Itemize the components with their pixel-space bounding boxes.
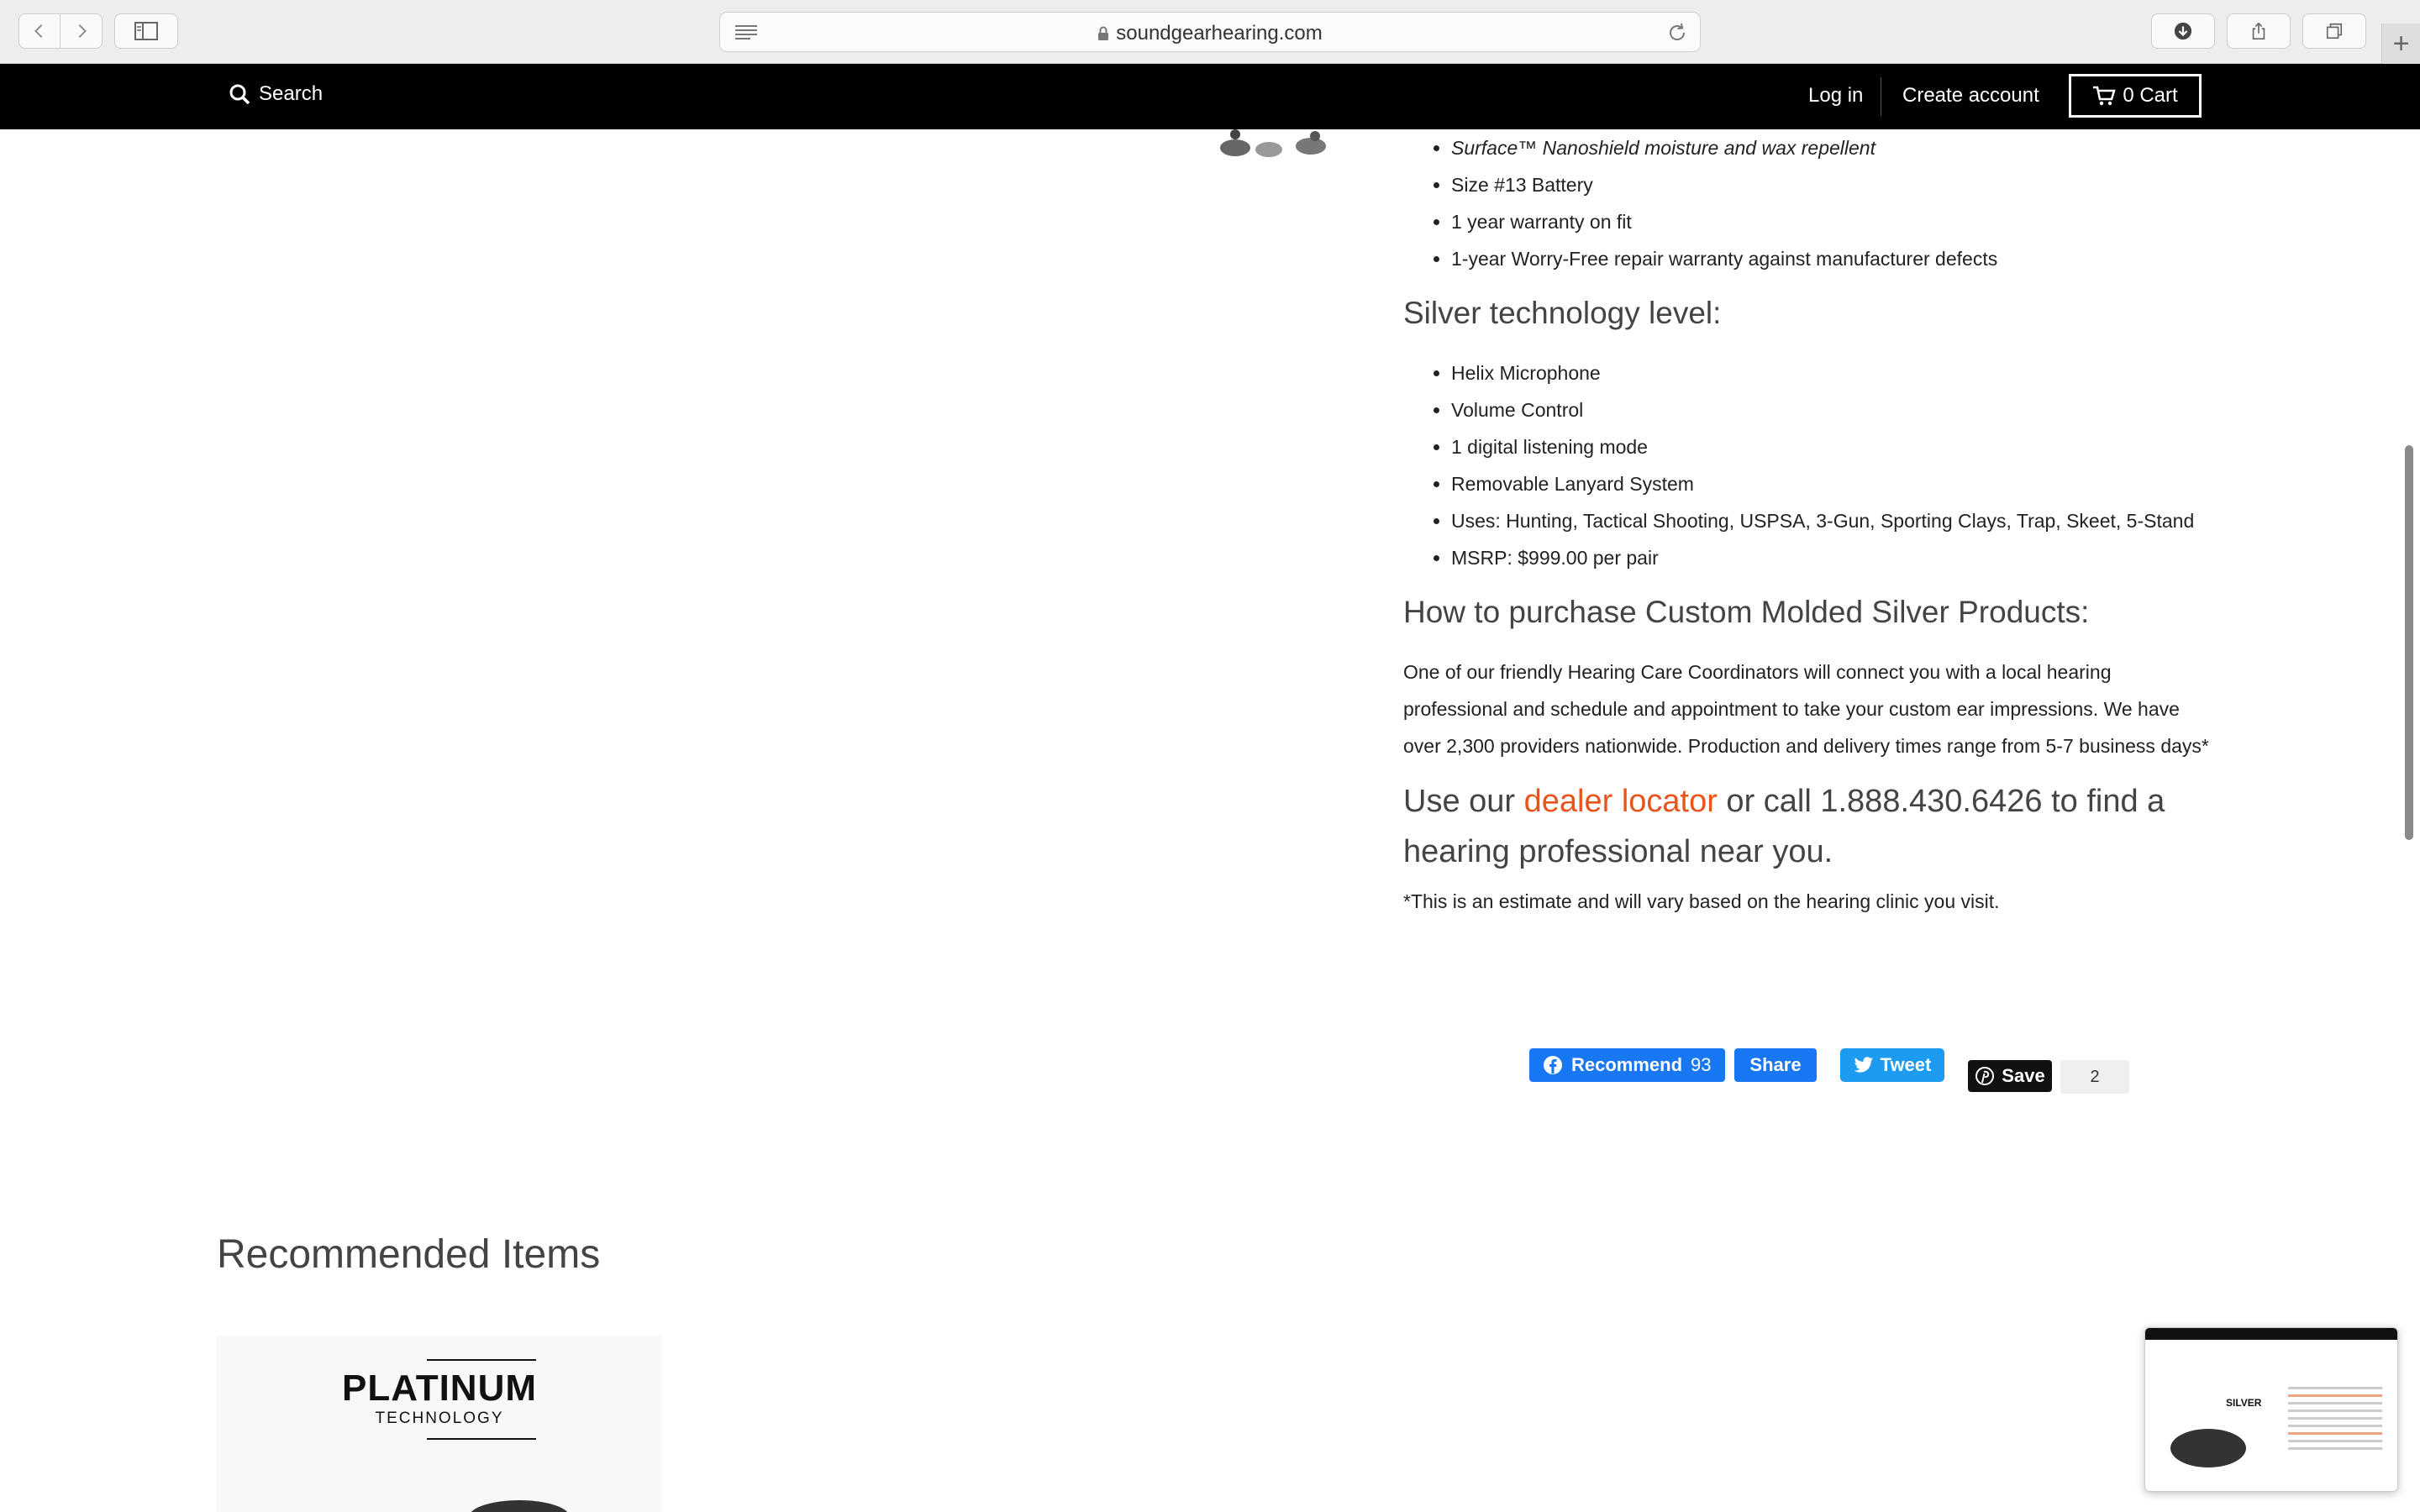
recommended-product-card[interactable] bbox=[217, 1336, 662, 1512]
cta-suffix: to find a hearing professional near you. bbox=[1403, 784, 2165, 869]
feature-item: • Helix Microphone bbox=[1451, 354, 2210, 391]
decorative-line bbox=[427, 1438, 536, 1440]
reload-icon[interactable] bbox=[1666, 22, 1688, 44]
pinterest-icon bbox=[1975, 1066, 1995, 1086]
cta-prefix: Use our bbox=[1403, 784, 1524, 819]
estimate-note: *This is an estimate and will vary based on the hearing clinic you visit. bbox=[1403, 890, 2000, 912]
back-button[interactable] bbox=[18, 13, 60, 49]
create-account-link[interactable]: Create account bbox=[1902, 84, 2039, 107]
decorative-line bbox=[427, 1359, 536, 1361]
product-brand-label: PLATINUM bbox=[341, 1368, 538, 1409]
purchase-heading: How to purchase Custom Molded Silver Products: bbox=[1403, 595, 2090, 629]
feature-item: • 1 digital listening mode bbox=[1451, 428, 2210, 465]
silver-heading: Silver technology level: bbox=[1403, 296, 1722, 330]
twitter-icon bbox=[1854, 1057, 1874, 1074]
feature-item: • Surface™ Nanoshield moisture and wax repellent bbox=[1451, 129, 2210, 166]
screenshot-preview-thumbnail[interactable] bbox=[2144, 1327, 2398, 1492]
product-image bbox=[469, 1500, 570, 1512]
dealer-cta bbox=[1403, 776, 2210, 877]
chevron-right-icon bbox=[72, 22, 91, 40]
preview-header bbox=[2145, 1328, 2397, 1340]
chevron-left-icon bbox=[30, 22, 49, 40]
preview-text-lines bbox=[2288, 1387, 2382, 1455]
download-icon bbox=[2174, 22, 2192, 40]
feature-item: • Removable Lanyard System bbox=[1451, 465, 2210, 502]
login-link[interactable]: Log in bbox=[1808, 84, 1864, 107]
product-description bbox=[1403, 129, 2210, 913]
downloads-button[interactable] bbox=[2151, 13, 2215, 49]
search-label: Search bbox=[259, 82, 324, 105]
feature-item: • Volume Control bbox=[1451, 391, 2210, 428]
silver-feature-list bbox=[1403, 354, 2210, 576]
pinterest-save-count: 2 bbox=[2060, 1060, 2129, 1094]
tabs-icon bbox=[2325, 22, 2344, 40]
dealer-locator-link[interactable]: dealer locator bbox=[1523, 784, 1718, 819]
recommended-items-heading: Recommended Items bbox=[217, 1232, 601, 1277]
facebook-icon bbox=[1543, 1055, 1563, 1075]
cart-button[interactable] bbox=[2069, 74, 2202, 118]
search-link[interactable] bbox=[229, 82, 323, 106]
new-tab-button[interactable] bbox=[2381, 24, 2420, 64]
facebook-recommend-button[interactable] bbox=[1529, 1048, 1725, 1082]
feature-item: • 1 year warranty on fit bbox=[1451, 203, 2210, 240]
forward-button[interactable] bbox=[60, 13, 103, 49]
tabs-overview-button[interactable] bbox=[2302, 13, 2366, 49]
preview-label: SILVER bbox=[2226, 1397, 2262, 1409]
tweet-label: Tweet bbox=[1880, 1054, 1932, 1075]
url-text: soundgearhearing.com bbox=[1116, 22, 1323, 45]
page-scrollbar[interactable] bbox=[2405, 445, 2413, 840]
lock-icon bbox=[1097, 26, 1109, 41]
pinterest-save-button[interactable] bbox=[1968, 1060, 2052, 1092]
feature-item: • 1-year Worry-Free repair warranty against manufacturer defects bbox=[1451, 240, 2210, 277]
cta-middle: or call bbox=[1717, 784, 1821, 819]
nav-buttons bbox=[18, 13, 103, 49]
url-display bbox=[720, 22, 1700, 45]
facebook-share-button[interactable]: Share bbox=[1734, 1048, 1817, 1082]
product-sub-label: TECHNOLOGY bbox=[375, 1410, 504, 1427]
recommend-label: Recommend bbox=[1571, 1054, 1683, 1075]
address-bar[interactable] bbox=[719, 12, 1701, 52]
feature-list-top bbox=[1403, 129, 2210, 277]
tweet-button[interactable] bbox=[1840, 1048, 1944, 1082]
sidebar-icon bbox=[134, 22, 158, 40]
plus-icon: + bbox=[2392, 27, 2410, 60]
share-page-button[interactable] bbox=[2227, 13, 2291, 49]
preview-product-image bbox=[2170, 1429, 2246, 1467]
cart-label: 0 Cart bbox=[2123, 84, 2178, 107]
recommend-count: 93 bbox=[1691, 1054, 1712, 1075]
search-icon bbox=[229, 83, 250, 105]
purchase-paragraph: One of our friendly Hearing Care Coordinators will connect you with a local hearing professional and schedule and appointment to take your custom ear impressions. We have over 2,300 providers nationwide. Production and delivery times range from 5-7 business days* bbox=[1403, 661, 2209, 757]
sidebar-toggle-button[interactable] bbox=[114, 13, 178, 49]
browser-toolbar bbox=[0, 0, 2420, 64]
feature-item: • MSRP: $999.00 per pair bbox=[1451, 539, 2210, 576]
product-image bbox=[1210, 129, 1344, 163]
feature-item: • Size #13 Battery bbox=[1451, 166, 2210, 203]
save-label: Save bbox=[2002, 1065, 2045, 1086]
share-icon bbox=[2249, 22, 2268, 40]
phone-number: 1.888.430.6426 bbox=[1820, 784, 2043, 819]
site-header bbox=[0, 64, 2420, 129]
cart-icon bbox=[2092, 85, 2116, 107]
feature-item: • Uses: Hunting, Tactical Shooting, USPSA, 3-Gun, Sporting Clays, Trap, Skeet, 5-Stand bbox=[1451, 502, 2210, 539]
